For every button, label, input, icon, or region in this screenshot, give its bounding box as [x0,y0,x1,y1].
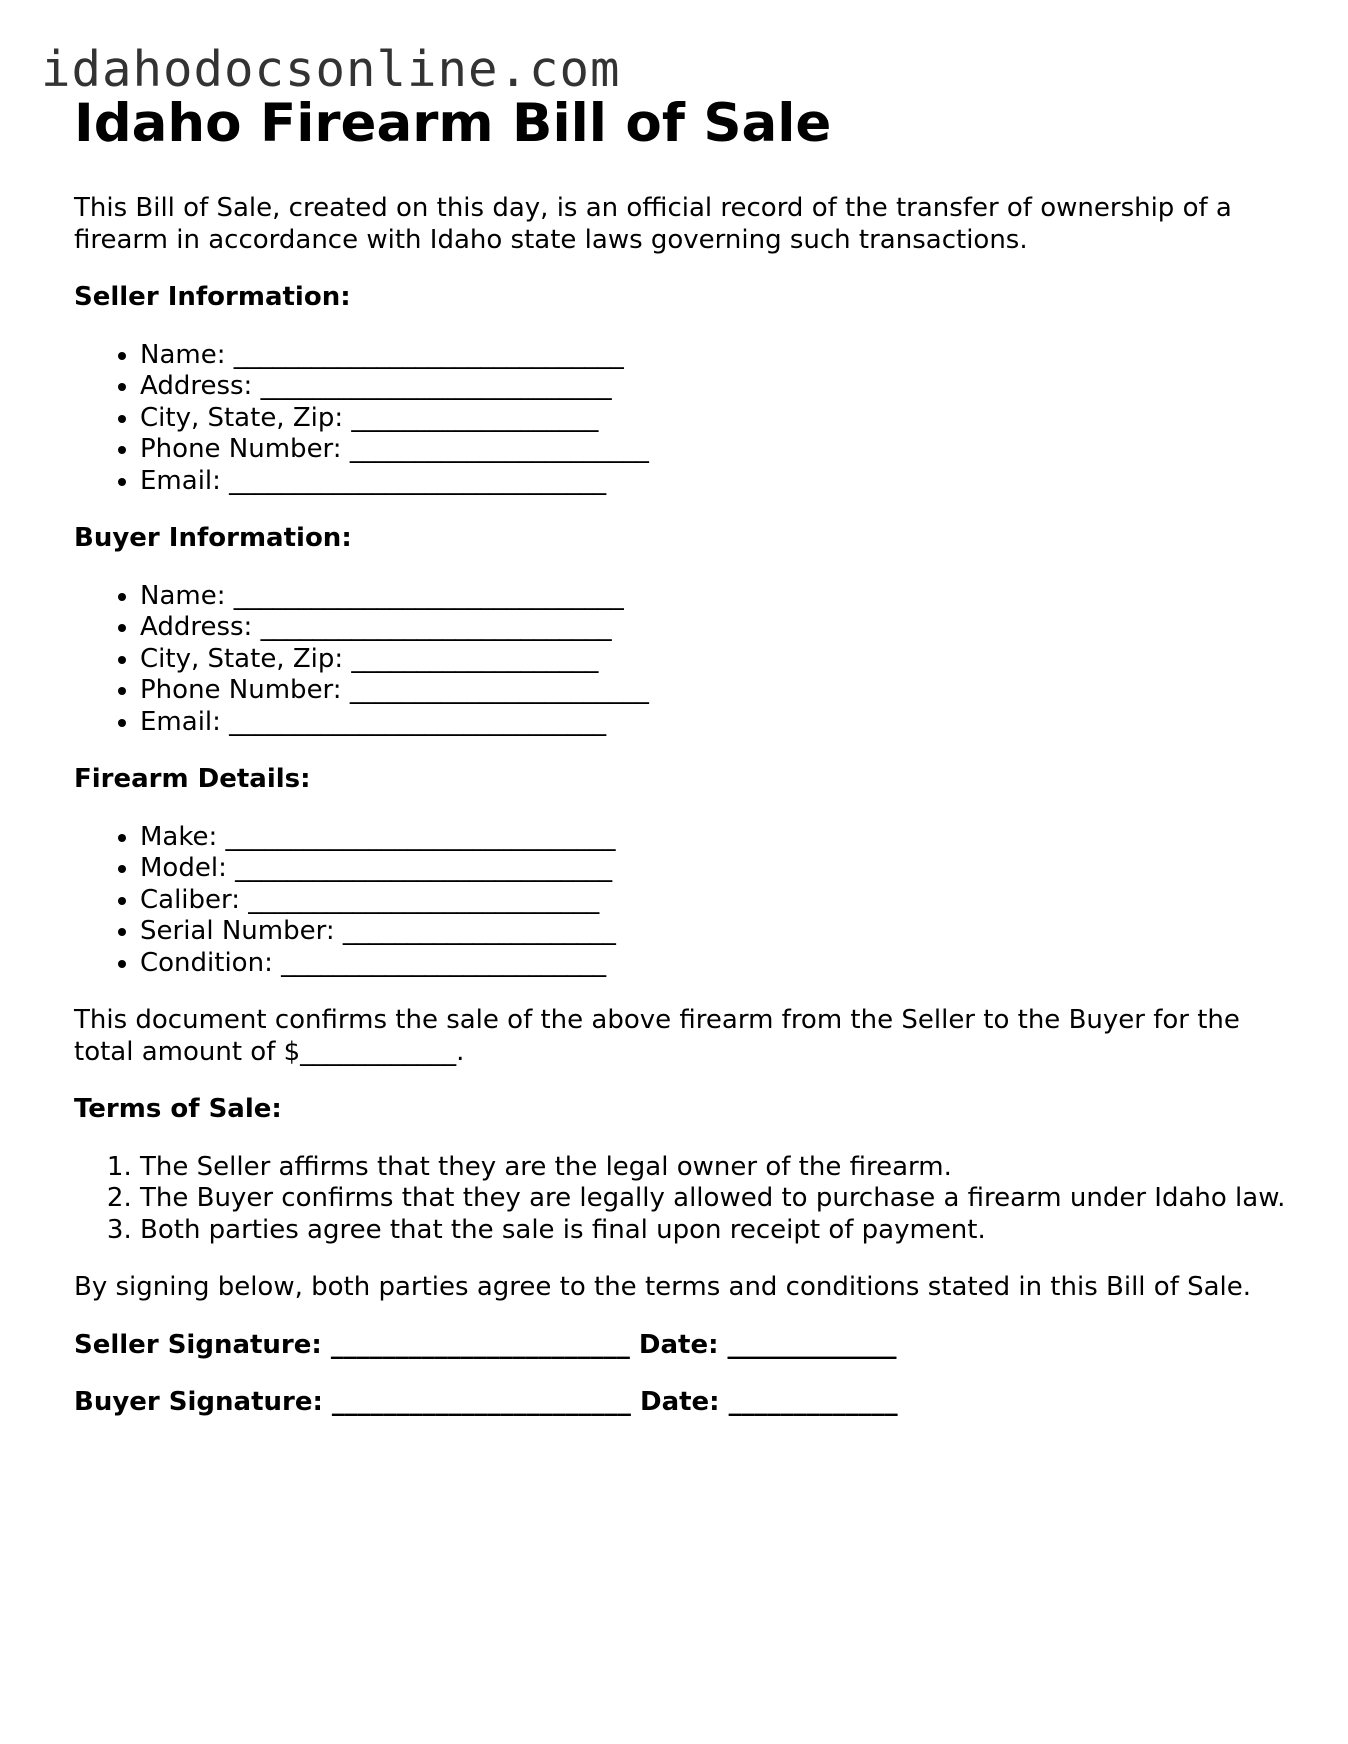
seller-city-state-zip-field: • City, State, Zip: ___________________ [140,403,1294,435]
firearm-make-field: • Make: ______________________________ [140,822,1294,854]
site-watermark: idahodocsonline.com [41,41,621,98]
intro-paragraph: This Bill of Sale, created on this day, is an official record of the transfer of ownership of a firearm in accordance with Idaho state laws governing such transactions. [74,193,1232,255]
term-item: 1. The Seller affirms that they are the legal owner of the firearm. [140,1152,1294,1184]
document-body [74,193,1294,1445]
firearm-caliber-field: • Caliber: ___________________________ [140,885,1294,917]
term-item: 2. The Buyer confirms that they are legally allowed to purchase a firearm under Idaho law. [140,1183,1294,1215]
buyer-heading: Buyer Information: [74,523,352,553]
firearm-heading: Firearm Details: [74,764,311,794]
buyer-name-field: • Name: ______________________________ [140,581,1294,613]
buyer-info-list [74,581,1294,739]
buyer-address-field: • Address: ___________________________ [140,612,1294,644]
page-title: Idaho Firearm Bill of Sale [74,93,832,154]
seller-name-field: • Name: ______________________________ [140,340,1294,372]
buyer-city-state-zip-field: • City, State, Zip: ___________________ [140,644,1294,676]
firearm-condition-field: • Condition: _________________________ [140,948,1294,980]
agreement-paragraph: By signing below, both parties agree to the terms and conditions stated in this Bill of Sale. [74,1272,1252,1302]
seller-heading: Seller Information: [74,282,351,312]
buyer-signature-line: Buyer Signature: _______________________ Date: _____________ [74,1387,898,1417]
seller-info-list [74,340,1294,498]
terms-list [74,1152,1294,1247]
terms-heading: Terms of Sale: [74,1094,282,1124]
buyer-phone-field: • Phone Number: _______________________ [140,675,1294,707]
seller-email-field: • Email: _____________________________ [140,466,1294,498]
firearm-serial-number-field: • Serial Number: _____________________ [140,916,1294,948]
term-item: 3. Both parties agree that the sale is final upon receipt of payment. [140,1215,1294,1247]
firearm-model-field: • Model: _____________________________ [140,853,1294,885]
seller-address-field: • Address: ___________________________ [140,371,1294,403]
firearm-details-list [74,822,1294,980]
buyer-email-field: • Email: _____________________________ [140,707,1294,739]
sale-amount-paragraph: This document confirms the sale of the above firearm from the Seller to the Buyer for the total amount of $____________. [74,1005,1240,1067]
seller-phone-field: • Phone Number: _______________________ [140,434,1294,466]
seller-signature-line: Seller Signature: _______________________ Date: _____________ [74,1329,897,1360]
